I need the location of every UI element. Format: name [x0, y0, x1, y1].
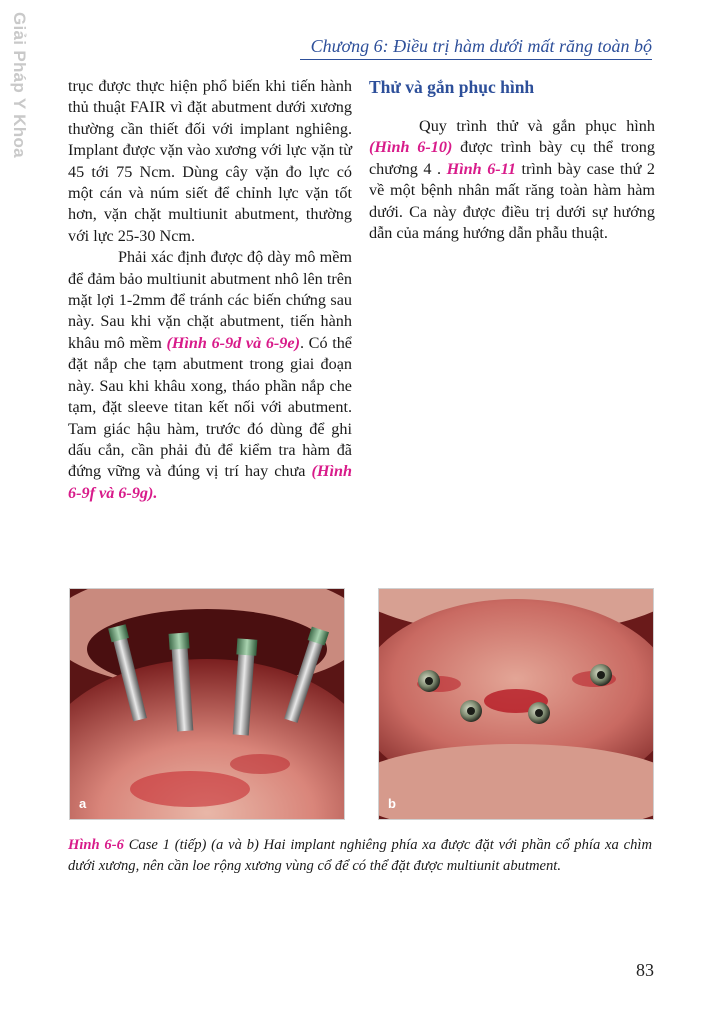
figure-b-photo: [378, 588, 654, 820]
left-paragraph-2: [68, 247, 352, 504]
left-paragraph-2-text-b: . Có thể đặt nắp che tạm abutment trong giai đoạn này. Sau khi khâu xong, tháo phần nắp che tạm, đặt sleeve titan kết nối với abutment. Tam giác hậu hàm, trước đó dùng để ghi dấu cắn, cần phải đủ để kiểm tra hàm đã đứng vững và đúng vị trí hay chưa: [68, 333, 352, 481]
figure-caption-text: Case 1 (tiếp) (a và b) Hai implant nghiêng phía xa được đặt với phần cổ phía xa chìm dưới xương, nên cần loe rộng xương vùng cổ để có thể đặt được multiunit abutment.: [68, 837, 652, 874]
side-watermark-text: Giải Pháp Y Khoa: [10, 12, 29, 158]
figure-a-label: a: [79, 796, 87, 811]
section-title: Thử và gắn phục hình: [369, 77, 535, 97]
left-column: [68, 76, 352, 504]
figure-caption-label: Hình 6-6: [68, 837, 124, 853]
left-paragraph-2-text-a: Phải xác định được độ dày mô mềm để đảm bảo multiunit abutment nhô lên trên mặt lợi 1-2mm để tránh các biến chứng sau này. Sau khi vặn chặt abutment, tiến hành khâu mô mềm: [68, 248, 352, 352]
right-paragraph-1: [369, 116, 655, 244]
figure-reference-6-10[interactable]: (Hình 6-10): [369, 138, 453, 157]
right-paragraph-1-text-c: trình bày case thứ 2 về một bệnh nhân mất răng toàn hàm hàm dưới. Ca này được điều trị dưới sự hướng dẫn của máng hướng dẫn phẫu thuật.: [369, 159, 655, 243]
figure-a-photo: [69, 588, 345, 820]
chapter-header: Chương 6: Điều trị hàm dưới mất răng toàn bộ: [310, 36, 652, 56]
side-watermark: [8, 12, 30, 212]
header-rule: [300, 59, 652, 60]
figure-b-illustration: [379, 589, 653, 819]
right-paragraph-1-text-a: Quy trình thử và gắn phục hình: [419, 117, 655, 135]
left-paragraph-1: trục được thực hiện phổ biến khi tiến hành thủ thuật FAIR vì đặt abutment dưới xương thường cần thiết đối với implant nghiêng. Implant được vặn vào xương với lực vặn từ 45 tới 75 Ncm. Dùng cây vặn đo lực có một cán và núm siết để chỉnh lực vặn tốt hơn, vặn chặt multiunit abutment, thường với lực 25-30 Ncm.: [68, 77, 352, 245]
right-column: [369, 76, 655, 244]
figure-a-illustration: [70, 589, 344, 819]
figure-reference-6-9d-6-9e[interactable]: (Hình 6-9d và 6-9e): [166, 333, 300, 352]
right-paragraph-1-text-b: được trình bày cụ thể trong chương 4 .: [369, 138, 655, 178]
figure-caption: [68, 835, 652, 876]
figure-b-label: b: [388, 796, 396, 811]
figure-reference-6-11[interactable]: Hình 6-11: [446, 159, 516, 178]
page-number: 83: [636, 960, 654, 980]
figure-reference-6-9f-6-9g[interactable]: (Hình 6-9f và 6-9g).: [68, 462, 352, 502]
